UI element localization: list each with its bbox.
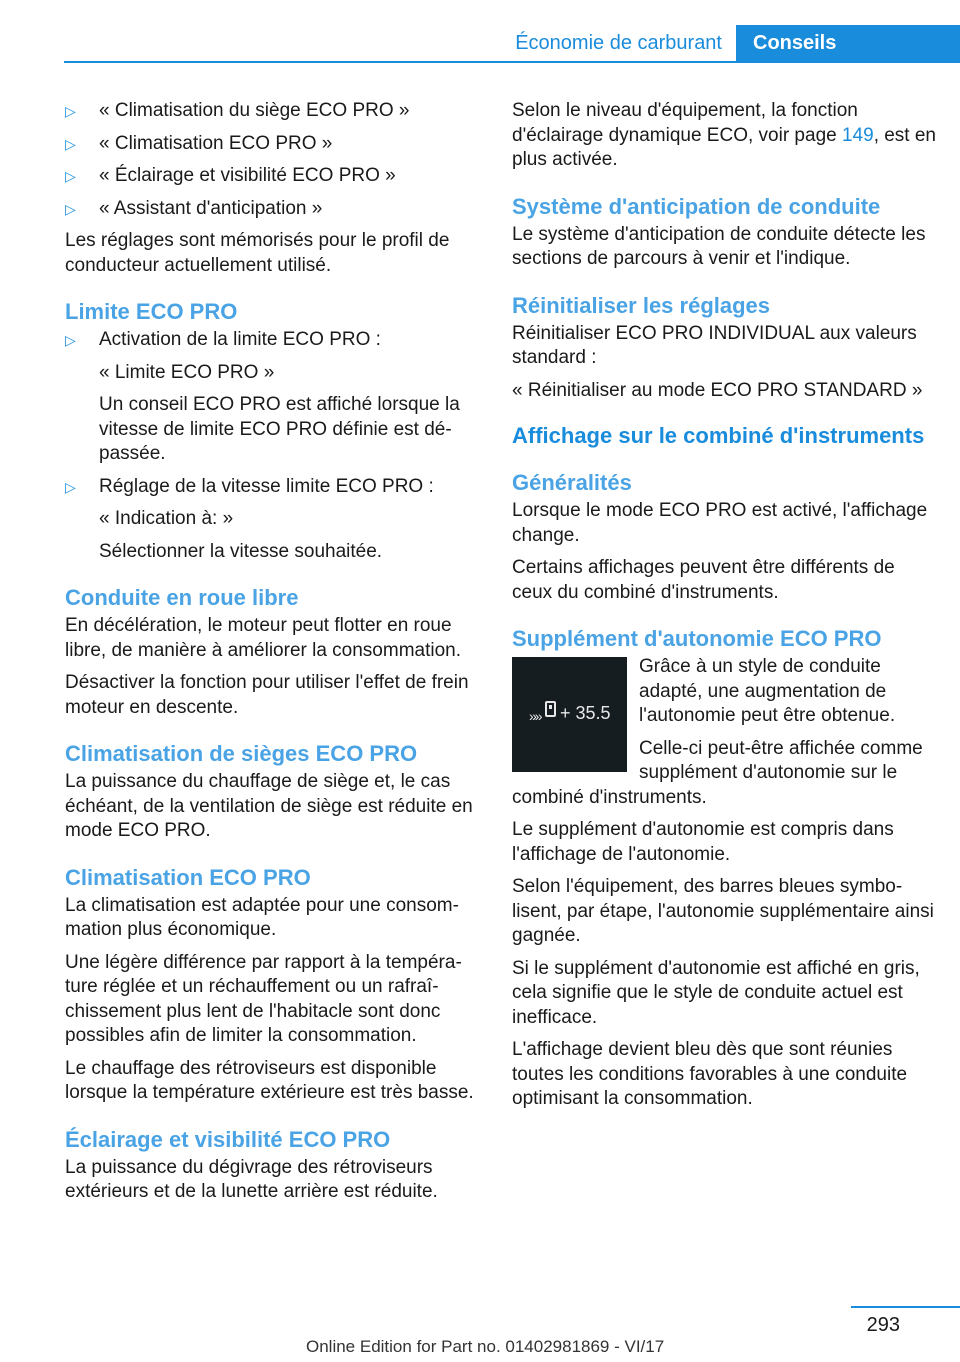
list-item: ▷ « Climatisation du siège ECO PRO »	[65, 99, 485, 124]
paragraph: L'affichage devient bleu dès que sont réunies toutes les conditions favorables à une conduite optimisant la consommation.	[512, 1039, 908, 1109]
paragraph: Une légère différence par rapport à la température réglée et un réchauffement ou un rafraîchissement plus lent de l'habitacle sont donc possibles afin de limiter la consommation.	[65, 951, 462, 1046]
page-number: 293	[866, 1314, 900, 1336]
paragraph: Grâce à un style de conduite adapté, une augmentation de l'autonomie peut être obtenue.	[639, 656, 896, 726]
paragraph: La puissance du chauffage de siège et, le cas échéant, de la ventilation de siège est réduite en mode ECO PRO.	[65, 771, 473, 841]
heading-climatisation: Climatisation ECO PRO	[65, 864, 311, 890]
paragraph: Celle-ci peut-être affichée comme supplément d'autonomie sur le combiné d'instruments.	[512, 737, 923, 808]
paragraph: Désactiver la fonction pour utiliser l'effet de frein moteur en descente.	[65, 672, 469, 718]
triangle-bullet-icon: ▷	[65, 168, 76, 184]
heading-anticipation: Système d'anticipation de conduite	[512, 193, 881, 219]
paragraph: En décélération, le moteur peut flotter en roue libre, de manière à améliorer la consommation.	[65, 615, 462, 661]
paragraph: Selon l'équipement, des barres bleues symbolisent, par étape, l'autonomie supplémentaire ainsi gagnée.	[512, 876, 934, 946]
paragraph: Le supplément d'autonomie est compris dans l'affichage de l'autonomie.	[512, 819, 894, 865]
heading-sieges: Climatisation de sièges ECO PRO	[65, 741, 418, 766]
list-item: ▷ « Climatisation ECO PRO »	[65, 132, 485, 157]
triangle-bullet-icon: ▷	[65, 135, 76, 152]
double-chevron-icon: »»	[529, 708, 541, 724]
list-item: ▷ « Éclairage et visibilité ECO PRO »	[65, 164, 485, 189]
triangle-bullet-icon: ▷	[65, 478, 76, 495]
footer-rule	[851, 1306, 960, 1308]
edition-note: Online Edition for Part no. 01402981869 - VI/17	[306, 1337, 665, 1356]
heading-reinitialiser: Réinitialiser les réglages	[512, 292, 771, 318]
paragraph: Lorsque le mode ECO PRO est activé, l'affichage change.	[512, 500, 928, 546]
fuel-pump-icon	[545, 701, 556, 717]
header-section-title: Économie de carburant	[515, 32, 722, 54]
list-item: ▷ Activation de la limite ECO PRO : « Limite ECO PRO » Un conseil ECO PRO est affiché lorsque la vitesse de limite ECO PRO définie est dépassée.	[65, 329, 460, 464]
left-column	[65, 99, 485, 1213]
paragraph: La puissance du dégivrage des rétroviseurs extérieurs et de la lunette arrière est réduite.	[65, 1156, 438, 1202]
heading-eclairage: Éclairage et visibilité ECO PRO	[65, 1126, 391, 1152]
paragraph: Selon le niveau d'équipement, la fonction d'éclairage dynamique ECO, voir page 149, est en plus activée.	[512, 100, 937, 170]
paragraph: Le chauffage des rétroviseurs est disponible lorsque la température extérieure est très basse.	[65, 1057, 474, 1103]
supplement-block	[512, 655, 937, 818]
triangle-bullet-icon: ▷	[65, 332, 76, 348]
heading-generalites: Généralités	[512, 470, 632, 495]
range-bonus-value: + 35.5	[560, 703, 611, 723]
eco-range-display-image	[512, 657, 627, 772]
paragraph: Certains affichages peuvent être différents de ceux du combiné d'instruments.	[512, 557, 895, 603]
triangle-bullet-icon: ▷	[65, 103, 76, 119]
heading-supplement: Supplément d'autonomie ECO PRO	[512, 626, 882, 651]
list-item: ▷ « Assistant d'anticipation »	[65, 197, 485, 222]
paragraph: Réinitialiser ECO PRO INDIVIDUAL aux valeurs standard :	[512, 322, 917, 368]
triangle-bullet-icon: ▷	[65, 200, 76, 217]
right-column	[512, 99, 937, 1120]
paragraph: Le système d'anticipation de conduite détecte les sections de parcours à venir et l'indique.	[512, 223, 926, 269]
paragraph: La climatisation est adaptée pour une consommation plus économique.	[65, 894, 459, 940]
paragraph: Les réglages sont mémorisés pour le profil de conducteur actuellement utilisé.	[65, 230, 450, 276]
heading-affichage: Affichage sur le combiné d'instruments	[512, 423, 925, 448]
paragraph: Si le supplément d'autonomie est affiché en gris, cela signifie que le style de conduite actuel est inefficace.	[512, 957, 920, 1028]
header-rule	[64, 61, 960, 63]
heading-limite: Limite ECO PRO	[65, 299, 238, 324]
page-link[interactable]: 149	[841, 124, 874, 146]
heading-roue-libre: Conduite en roue libre	[65, 585, 299, 610]
list-item: ▷ Réglage de la vitesse limite ECO PRO : « Indication à: » Sélectionner la vitesse souhaitée.	[65, 475, 434, 562]
paragraph: « Réinitialiser au mode ECO PRO STANDARD »	[512, 379, 923, 401]
header-tab-conseils: Conseils	[736, 25, 960, 63]
